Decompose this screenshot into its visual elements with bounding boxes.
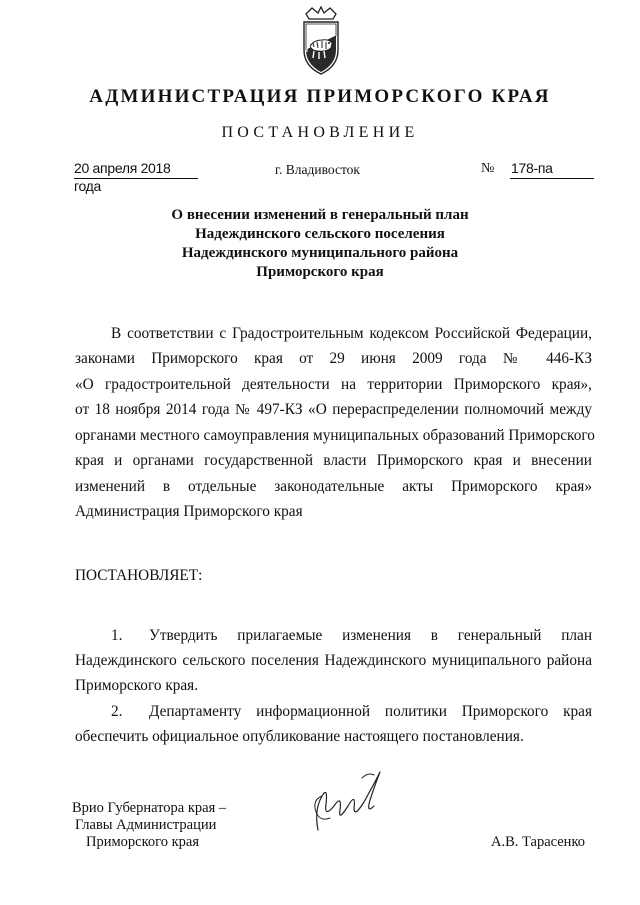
- preamble-line: законами Приморского края от 29 июня 2009 года № 446-КЗ: [75, 350, 592, 367]
- handwritten-signature: [304, 766, 392, 836]
- item-text-line: Утвердить прилагаемые изменения в генеральный план: [149, 627, 592, 644]
- signatory-position-line: Приморского края: [86, 834, 200, 850]
- heading-line: Надеждинского сельского поселения: [195, 226, 445, 242]
- document-date: 20 апреля 2018 года: [74, 160, 171, 194]
- item-text-line: Департаменту информационной политики Приморского края: [149, 703, 592, 720]
- preamble-line: изменений в отдельные законодательные акты Приморского края»: [75, 478, 592, 495]
- signatory-position-line: Главы Администрации: [75, 817, 217, 833]
- number-field: [510, 160, 594, 179]
- preamble-line: от 18 ноября 2014 года № 497-КЗ «О перераспределении полномочий между: [75, 401, 592, 418]
- preamble-line: В соответствии с Градостроительным кодексом Российской Федерации,: [111, 325, 592, 342]
- number-sign: №: [481, 161, 495, 176]
- resolves-heading: ПОСТАНОВЛЯЕТ:: [75, 567, 203, 584]
- item-text-line: обеспечить официальное опубликование настоящего постановления.: [75, 728, 524, 745]
- document-heading: [0, 206, 640, 282]
- date-field: [74, 160, 198, 194]
- primorsky-krai-coat-of-arms-icon: [296, 6, 346, 78]
- organization-title: АДМИНИСТРАЦИЯ ПРИМОРСКОГО КРАЯ: [89, 86, 551, 107]
- document-type: ПОСТАНОВЛЕНИЕ: [221, 124, 419, 141]
- document-city: г. Владивосток: [275, 162, 360, 177]
- heading-line: О внесении изменений в генеральный план: [171, 207, 469, 223]
- item-number: 2.: [111, 703, 123, 720]
- document-number: 178-па: [511, 160, 553, 176]
- signatory-position-line: Врио Губернатора края –: [72, 800, 227, 816]
- signatory-name: А.В. Тарасенко: [491, 834, 586, 850]
- preamble-line: органами местного самоуправления муниципальных образований Приморского: [75, 427, 595, 444]
- heading-line: Надеждинского муниципального района: [181, 245, 459, 261]
- item-text-line: Надеждинского сельского поселения Надеждинского муниципального района: [75, 652, 592, 669]
- item-number: 1.: [111, 627, 123, 644]
- preamble-line: «О градостроительной деятельности на территории Приморского края»,: [75, 376, 592, 393]
- heading-line: Приморского края: [256, 264, 384, 280]
- preamble-line: края и органами государственной власти Приморского края и внесении: [75, 452, 592, 469]
- preamble-line: Администрация Приморского края: [75, 503, 303, 520]
- item-text-line: Приморского края.: [75, 677, 199, 694]
